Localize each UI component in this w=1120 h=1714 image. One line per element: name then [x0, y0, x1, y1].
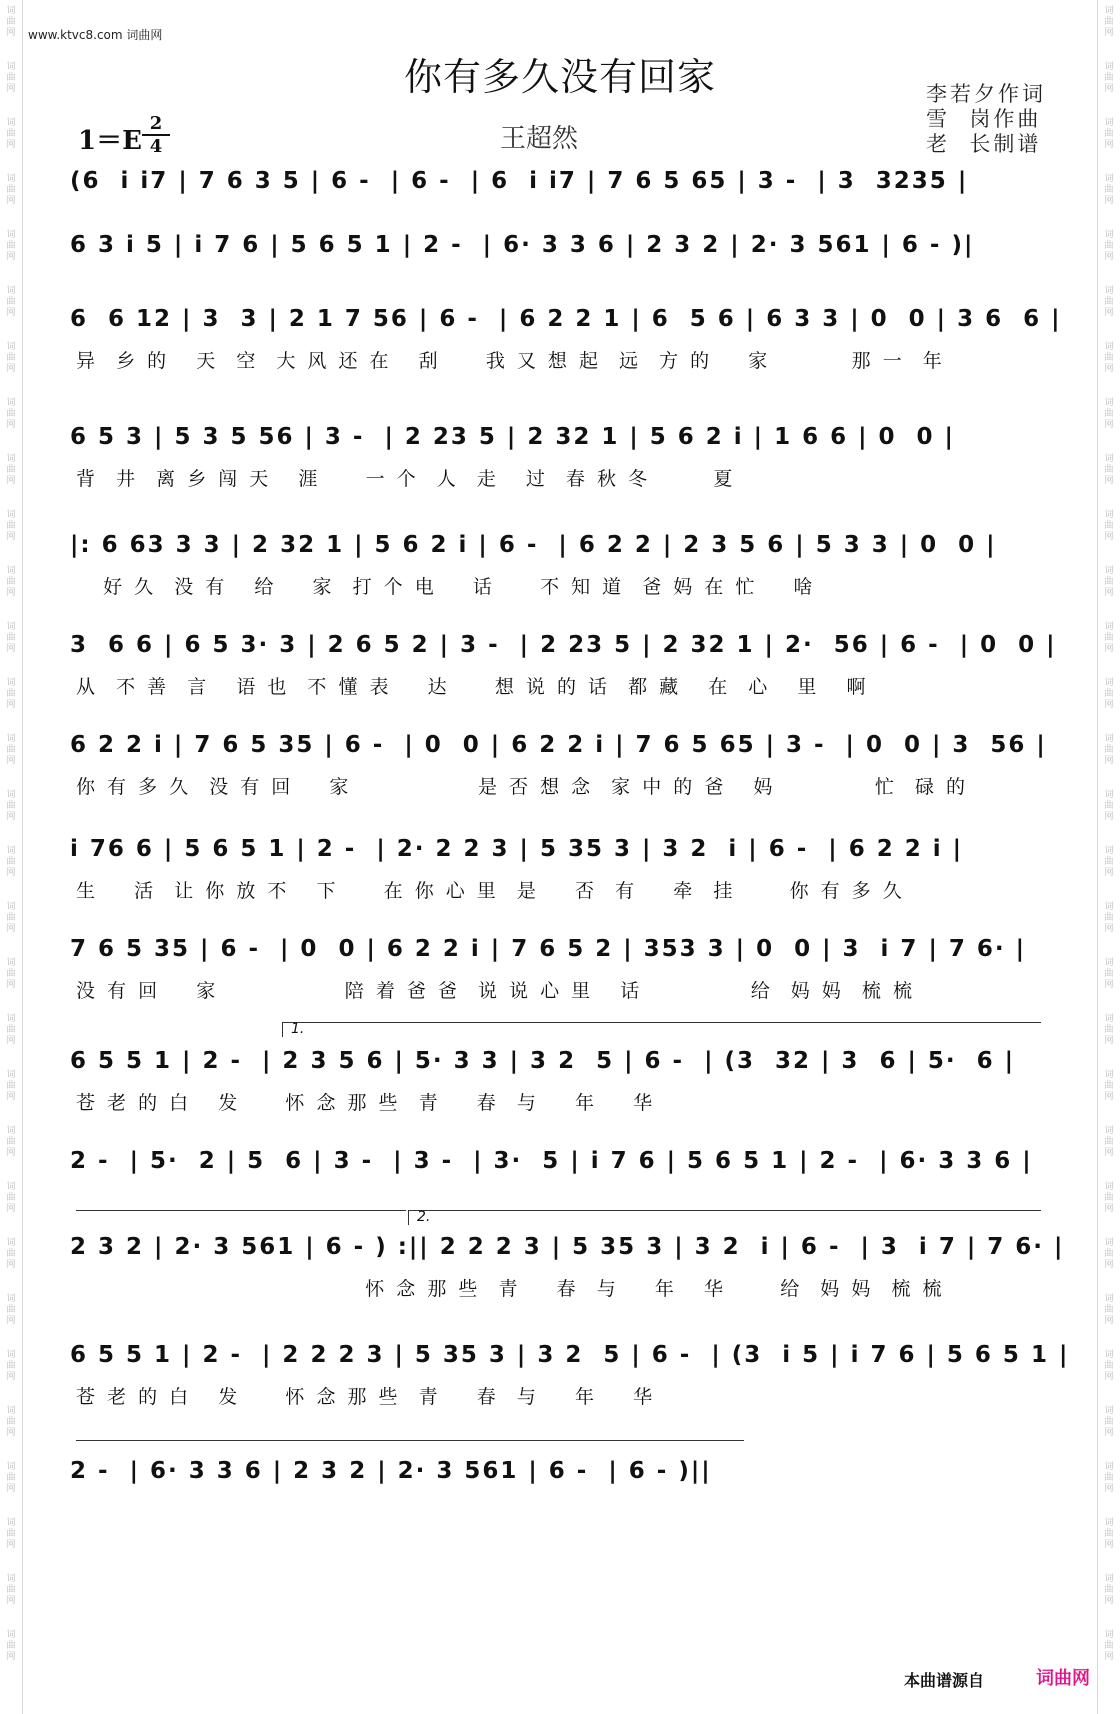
- first-ending-label: 1.: [291, 1021, 305, 1037]
- notation-line: 2 3 2 | 2· 3 561 | 6 - ) :|| 2 2 2 3 | 5 35 3 | 3 2 i | 6 - | 3 i 7 | 7 6· |: [70, 1234, 1065, 1260]
- watermark-text: 词 曲 网: [6, 1182, 16, 1214]
- lyric-line: 从 不 善 言 语 也 不 懂 表 达 想 说 的 话 都 藏 在 心 里 啊: [76, 676, 869, 698]
- watermark-text: 词 曲 网: [1104, 62, 1114, 94]
- watermark-text: 词 曲 网: [1104, 230, 1114, 262]
- watermark-text: 词 曲 网: [1104, 1182, 1114, 1214]
- watermark-text: 词 曲 网: [6, 1406, 16, 1438]
- watermark-text: 词 曲 网: [1104, 1630, 1114, 1662]
- time-top: 2: [149, 113, 163, 134]
- watermark-text: 词 曲 网: [1104, 566, 1114, 598]
- notation-line: (6 i i7 | 7 6 3 5 | 6 - | 6 - | 6 i i7 | 7 6 5 65 | 3 - | 3 3235 |: [70, 168, 969, 194]
- watermark-text: 词 曲 网: [6, 622, 16, 654]
- watermark-text: 词 曲 网: [6, 230, 16, 262]
- watermark-text: 词 曲 网: [1104, 846, 1114, 878]
- lyric-line: 苍 老 的 白 发 怀 念 那 些 青 春 与 年 华: [76, 1386, 656, 1408]
- notation-line: 6 6 12 | 3 3 | 2 1 7 56 | 6 - | 6 2 2 1 | 6 5 6 | 6 3 3 | 0 0 | 3 6 6 |: [70, 306, 1062, 332]
- lyric-line: 生 活 让 你 放 不 下 在 你 心 里 是 否 有 牵 挂 你 有 多 久: [76, 880, 905, 902]
- watermark-text: 词 曲 网: [1104, 510, 1114, 542]
- watermark-text: 词 曲 网: [6, 1574, 16, 1606]
- watermark-text: 词 曲 网: [1104, 342, 1114, 374]
- watermark-text: 词 曲 网: [1104, 958, 1114, 990]
- watermark-text: 词 曲 网: [1104, 174, 1114, 206]
- watermark-text: 词 曲 网: [6, 286, 16, 318]
- watermark-text: 词 曲 网: [1104, 1406, 1114, 1438]
- lyric-line: 怀 念 那 些 青 春 与 年 华 给 妈 妈 梳 梳: [76, 1278, 945, 1300]
- watermark-text: 词 曲 网: [6, 118, 16, 150]
- left-watermark-strip: [0, 0, 23, 1714]
- arranger: 老 长制谱: [926, 132, 1042, 156]
- second-ending-bracket: [408, 1210, 1041, 1225]
- watermark-text: 词 曲 网: [6, 1630, 16, 1662]
- watermark-text: 词 曲 网: [1104, 1462, 1114, 1494]
- watermark-text: 词 曲 网: [6, 1070, 16, 1102]
- watermark-text: 词 曲 网: [1104, 6, 1114, 38]
- watermark-text: 词 曲 网: [1104, 734, 1114, 766]
- lyricist: 李若夕作词: [926, 82, 1046, 106]
- watermark-text: 词 曲 网: [6, 734, 16, 766]
- watermark-text: 词 曲 网: [1104, 790, 1114, 822]
- watermark-text: 词 曲 网: [6, 342, 16, 374]
- first-ending-continuation: [76, 1210, 406, 1225]
- composer: 雪 岗作曲: [926, 107, 1042, 131]
- watermark-text: 词 曲 网: [1104, 1014, 1114, 1046]
- key-signature: 1＝E: [78, 126, 142, 156]
- watermark-text: 词 曲 网: [6, 790, 16, 822]
- notation-line: 6 5 5 1 | 2 - | 2 3 5 6 | 5· 3 3 | 3 2 5 | 6 - | (3 32 | 3 6 | 5· 6 |: [70, 1048, 1016, 1074]
- watermark-text: 词 曲 网: [1104, 1518, 1114, 1550]
- song-title: 你有多久没有回家: [403, 55, 716, 99]
- watermark-text: 词 曲 网: [6, 6, 16, 38]
- lyric-line: 背 井 离 乡 闯 天 涯 一 个 人 走 过 春 秋 冬 夏: [76, 468, 736, 490]
- watermark-text: 词 曲 网: [1104, 1126, 1114, 1158]
- watermark-text: 词 曲 网: [6, 846, 16, 878]
- lyric-line: 没 有 回 家 陪 着 爸 爸 说 说 心 里 话 给 妈 妈 梳 梳: [76, 980, 915, 1002]
- lyric-line: 苍 老 的 白 发 怀 念 那 些 青 春 与 年 华: [76, 1092, 656, 1114]
- watermark-text: 词 曲 网: [1104, 1238, 1114, 1270]
- watermark-text: 词 曲 网: [1104, 1574, 1114, 1606]
- notation-line: |: 6 63 3 3 | 2 32 1 | 5 6 2 i | 6 - | 6 2 2 | 2 3 5 6 | 5 3 3 | 0 0 |: [70, 532, 997, 558]
- watermark-text: 词 曲 网: [1104, 398, 1114, 430]
- notation-line: 2 - | 5· 2 | 5 6 | 3 - | 3 - | 3· 5 | i 7 6 | 5 6 5 1 | 2 - | 6· 3 3 6 |: [70, 1148, 1033, 1174]
- watermark-text: 词 曲 网: [1104, 1070, 1114, 1102]
- notation-line: 3 6 6 | 6 5 3· 3 | 2 6 5 2 | 3 - | 2 23 5 | 2 32 1 | 2· 56 | 6 - | 0 0 |: [70, 632, 1057, 658]
- time-bottom: 4: [149, 136, 163, 157]
- watermark-text: 词 曲 网: [6, 1350, 16, 1382]
- notation-line: 7 6 5 35 | 6 - | 0 0 | 6 2 2 i | 7 6 5 2 | 353 3 | 0 0 | 3 i 7 | 7 6· |: [70, 936, 1027, 962]
- watermark-text: 词 曲 网: [1104, 1350, 1114, 1382]
- watermark-text: 词 曲 网: [1104, 118, 1114, 150]
- notation-line: 6 2 2 i | 7 6 5 35 | 6 - | 0 0 | 6 2 2 i | 7 6 5 65 | 3 - | 0 0 | 3 56 |: [70, 732, 1047, 758]
- watermark-text: 词 曲 网: [6, 902, 16, 934]
- website-label[interactable]: www.ktvc8.com 词曲网: [28, 28, 163, 42]
- lyric-line: 异 乡 的 天 空 大 风 还 在 刮 我 又 想 起 远 方 的 家 那 一 年: [76, 350, 945, 372]
- watermark-text: 词 曲 网: [1104, 286, 1114, 318]
- source-label: 本曲谱源自: [903, 1671, 984, 1690]
- watermark-text: 词 曲 网: [6, 1294, 16, 1326]
- watermark-text: 词 曲 网: [6, 62, 16, 94]
- lyric-line: 你 有 多 久 没 有 回 家 是 否 想 念 家 中 的 爸 妈 忙 碌 的: [76, 776, 968, 798]
- first-ending-bracket: [282, 1022, 1041, 1037]
- singer-name: 王超然: [500, 124, 579, 154]
- second-ending-label: 2.: [417, 1209, 431, 1225]
- watermark-text: 词 曲 网: [6, 398, 16, 430]
- watermark-text: 词 曲 网: [6, 1126, 16, 1158]
- lyric-line: 好 久 没 有 给 家 打 个 电 话 不 知 道 爸 妈 在 忙 啥: [76, 576, 816, 598]
- brand-logo[interactable]: 词曲网: [1036, 1668, 1090, 1689]
- notation-line: 6 5 3 | 5 3 5 56 | 3 - | 2 23 5 | 2 32 1 | 5 6 2 i | 1 6 6 | 0 0 |: [70, 424, 955, 450]
- watermark-text: 词 曲 网: [1104, 1294, 1114, 1326]
- watermark-text: 词 曲 网: [1104, 622, 1114, 654]
- watermark-text: 词 曲 网: [6, 1238, 16, 1270]
- time-signature: [142, 114, 170, 156]
- watermark-text: 词 曲 网: [6, 454, 16, 486]
- watermark-text: 词 曲 网: [6, 958, 16, 990]
- watermark-text: 词 曲 网: [1104, 678, 1114, 710]
- notation-line: 6 5 5 1 | 2 - | 2 2 2 3 | 5 35 3 | 3 2 5 | 6 - | (3 i 5 | i 7 6 | 5 6 5 1 |: [70, 1342, 1070, 1368]
- watermark-text: 词 曲 网: [6, 1518, 16, 1550]
- right-watermark-strip: [1097, 0, 1120, 1714]
- watermark-text: 词 曲 网: [1104, 454, 1114, 486]
- notation-line: 2 - | 6· 3 3 6 | 2 3 2 | 2· 3 561 | 6 - | 6 - )||: [70, 1458, 712, 1484]
- watermark-text: 词 曲 网: [6, 174, 16, 206]
- watermark-text: 词 曲 网: [6, 1014, 16, 1046]
- watermark-text: 词 曲 网: [6, 566, 16, 598]
- notation-line: i 76 6 | 5 6 5 1 | 2 - | 2· 2 2 3 | 5 35 3 | 3 2 i | 6 - | 6 2 2 i |: [70, 836, 964, 862]
- watermark-text: 词 曲 网: [6, 678, 16, 710]
- watermark-text: 词 曲 网: [1104, 902, 1114, 934]
- notation-line: 6 3 i 5 | i 7 6 | 5 6 5 1 | 2 - | 6· 3 3 6 | 2 3 2 | 2· 3 561 | 6 - )|: [70, 232, 975, 258]
- credits: [926, 82, 1046, 157]
- watermark-text: 词 曲 网: [6, 510, 16, 542]
- watermark-text: 词 曲 网: [6, 1462, 16, 1494]
